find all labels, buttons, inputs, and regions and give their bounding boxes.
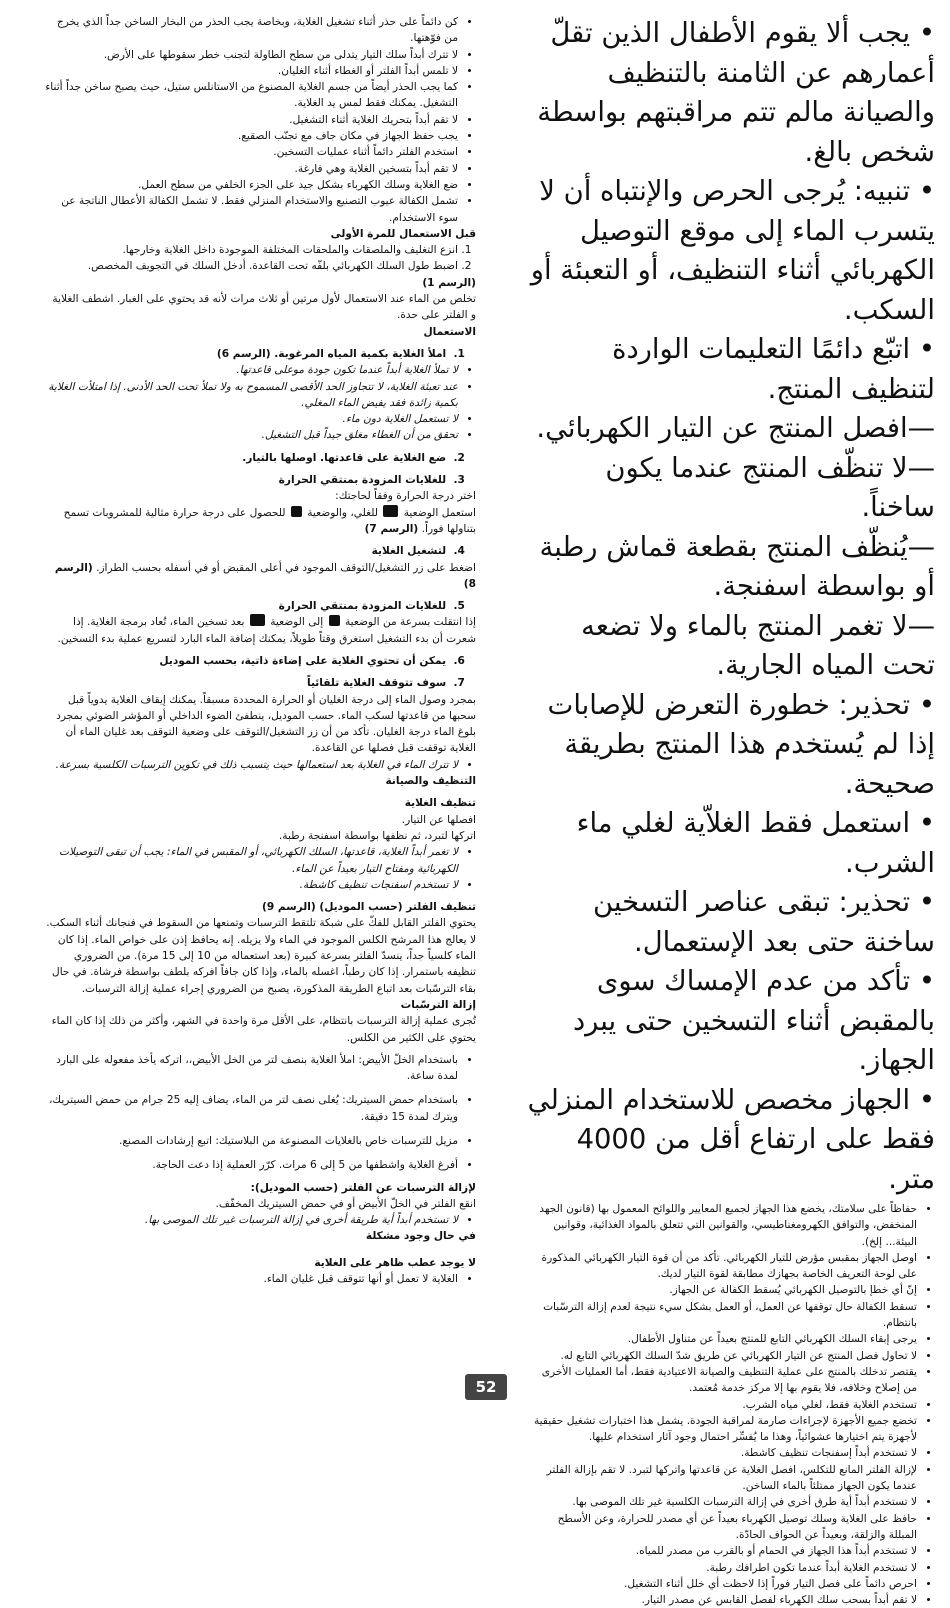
list-item: • استخدم الفلتر دائماً أثناء عمليات التسخين. xyxy=(44,144,458,160)
warning-handle: • تأكد من عدم الإمساك سوى بالمقبض أثناء التسخين حتى يبرد الجهاز. xyxy=(572,966,935,1076)
safety-list-small xyxy=(527,1201,935,1608)
step-3-title: للغلايات المزودة بمنتقي الحرارة xyxy=(278,474,447,487)
warning-household-altitude: • الجهاز مخصص للاستخدام المنزلي فقط على ارتفاع أقل من 4000 متر. xyxy=(527,1084,935,1195)
list-item: • حفاظاً على سلامتك، يخضع هذا الجهاز لجميع المعايير واللوائح المعمول بها (قانون الجهد المنخفض، والتوافق الكهرومغناطيسي، والقوانين التي تتعلق بالمواد الغذائية، وقوانين البيئة... إلخ). xyxy=(527,1201,917,1250)
left-column xyxy=(44,14,476,1287)
clean-line: افصلها عن التيار. xyxy=(401,813,476,826)
list-item: • الغلاية لا تعمل أو أنها تتوقف قبل غليان الماء. xyxy=(44,1271,458,1287)
troubleshooting-heading: في حال وجود مشكلة xyxy=(365,1230,476,1243)
large-warnings xyxy=(527,14,935,1199)
list-item: • لا تلمس أبداً الفلتر أو الغطاء أثناء الغليان. xyxy=(44,63,458,79)
step-unplug: —افصل المنتج عن التيار الكهربائي. xyxy=(536,413,935,444)
list-item: • تخضع جميع الأجهزة لإجراءات صارمة لمراقبة الجودة. يشمل هذا اختبارات تشغيل حقيقية لأجهزة يتم اختيارها عشوائياً، وهذا ما يُفسِّر احتمال وجود آثار استخدام عليها. xyxy=(527,1413,917,1446)
cleaning-heading: التنظيف والصيانة xyxy=(385,775,476,788)
list-item: • لا تترك الماء في الغلاية بعد استعمالها حيث يتسبب ذلك في تكوين الترسبات الكلسية بسرعة. xyxy=(44,757,458,773)
step-3-heading: 3. للغلايات المزودة بمنتقي الحرارة xyxy=(278,474,476,487)
step-2-title: ضع الغلاية على قاعدتها. اوصلها بالتيار. xyxy=(242,451,447,464)
list-item: • كما يجب الحذر أيضاً من جسم الغلاية المصنوع من الاستانلس ستيل، حيث يصبح ساخن جداً أثناء التشغيل. يمكنك فقط لمس يد الغلاية. xyxy=(44,79,458,112)
step-2-heading: 2. ضع الغلاية على قاعدتها. اوصلها بالتيار. xyxy=(242,451,476,464)
safety-list xyxy=(44,14,476,226)
use-heading: الاستعمال xyxy=(423,325,476,338)
step-4-heading: 4. لتشغيل الغلاية xyxy=(371,545,476,558)
list-item: • اوصل الجهاز بمقبس مؤرض للتيار الكهربائي. تأكد من أن قوة التيار الكهربائي المذكورة على لوحة التعريف الخاصة بجهازك مطابقة لقوة التيار لديك. xyxy=(527,1250,917,1283)
step-7-note xyxy=(44,757,476,773)
warning-follow-instructions: • اتبّع دائمًا التعليمات الواردة لتنظيف المنتج. xyxy=(612,334,935,405)
warning-children: • يجب ألا يقوم الأطفال الذين تقلّ أعمارهم عن الثامنة بالتنظيف والصيانة مالم تتم مراقبتهم بواسطة شخص بالغ. xyxy=(537,18,935,168)
warning-drinking-water: • استعمل فقط الغلاّية لغلي ماء الشرب. xyxy=(576,808,935,879)
page-number: 52 xyxy=(465,1374,507,1400)
list-item: • لا تقم أبداً بتسخين الغلاية وهي فارغة. xyxy=(44,161,458,177)
fault-heading: لا يوجد عطب ظاهر على الغلاية xyxy=(314,1256,476,1269)
boil-position-icon xyxy=(250,614,265,626)
list-item: • لا تغمر أبداً الغلاية، قاعدتها، السلك الكهربائي، أو المقبس في الماء: يجب أن تبقى التوصيلات الكهربائية ومفتاح التيار بعيداً عن الماء. xyxy=(44,844,458,877)
step-1-heading: 1. املأ الغلاية بكمية المياه المرغوبة. (الرسم 6) xyxy=(216,347,476,360)
step-6-heading: 6. يمكن أن تحتوي الغلاية على إضاءة ذاتية، بحسب الموديل xyxy=(159,654,476,667)
list-item: • تحقق من أن الغطاء مغلق جيداً قبل التشغيل. xyxy=(44,427,458,443)
list-item: • أفرغ الغلاية واشطفها من 5 إلى 6 مرات. كرّر العملية إذا دعت الحاجة. xyxy=(44,1157,458,1173)
step-7-title: سوف تتوقف الغلاية تلقائياً xyxy=(306,677,447,690)
warning-water-connection: • تنبيه: يُرجى الحرص والإنتباه أن لا يتسرب الماء إلى موقع التوصيل الكهربائي أثناء التنظيف، أو التعبئة أو السكب. xyxy=(530,176,935,326)
list-item: • لإزالة الفلتر المانع للتكلس، افصل الغلاية عن قاعدتها واتركها لتبرد. لا تقم بإزالة الفلتر عندما يكون الجهاز ممتلئاً بالماء الساخن. xyxy=(527,1462,917,1495)
list-item: • لا تقم أبداً بسحب سلك الكهرباء لفصل القابس عن مصدر التيار. xyxy=(527,1592,917,1608)
list-item: • يقتصر تدخلك بالمنتج على عملية التنظيف والصيانة الاعتيادية فقط، أما العمليات الأخرى من إصلاح وخلافه، فلا يقوم بها إلا مركز خدمة مُعتمد. xyxy=(527,1364,917,1397)
warm-position-icon xyxy=(329,615,340,626)
filter-cleaning-heading: تنظيف الفلتر (حسب الموديل) (الرسم 9) xyxy=(262,901,476,914)
filter-cleaning-text: يحتوي الفلتر القابل للفكّ على شبكة تلتقط الترسبات وتمنعها من السقوط في فنجانك أثناء السكب. لا يعالج هذا المرشح الكلس الموجود في الماء ولا يزيله. إنه يحافظ إذن على خواص الماء. إذا كان الماء كلسياً جداً، ينسدّ الفلتر بسرعة كبيرة (بعد استعماله من 10 إلى 15 مرة). من الضروري تنظيفه باستمرار. إذا كان رطباً، اغسله بالماء، وإذا كان جافاً افركه بلطف بواسطة فرشاة. في حال بقاء الترسّبات بعد اتباع الطريقة المذكورة، يصبح من الضروري إجراء عملية إزالة الترسبات. xyxy=(46,917,476,995)
step-3-line-2: استعمل الوضعية للغلي، والوضعية للحصول على درجة حرارة مثالية للمشروبات تسمح بتناولها فوراً. (الرسم 7) xyxy=(63,506,476,535)
warning-injury: • تحذير: خطورة التعرض للإصابات إذا لم يُستخدم هذا المنتج بطريقة صحيحة. xyxy=(547,689,935,800)
list-item: • لا تستخدم أبداً أية طرق أخرى في إزالة الترسبات الكلسية غير تلك الموصى بها. xyxy=(527,1494,917,1510)
step-damp-cloth: —يُنظّف المنتج بقطعة قماش رطبة أو بواسطة اسفنجة. xyxy=(539,531,935,602)
list-item: • لا تستخدم أبداً هذا الجهاز في الحمام أو بالقرب من مصدر للمياه. xyxy=(527,1543,917,1559)
list-item: • لا تملأ الغلاية أبداً عندما تكون جودة موعلى قاعدتها. xyxy=(44,362,458,378)
list-item: • باستخدام حمض السيتريك: يُغلى نصف لتر من الماء، يضاف إليه 25 جرام من حمض السيتريك، ويترك لمدة 15 دقيقة. xyxy=(44,1092,458,1125)
list-item: • لا تستخدم أبداً إسفنجات تنظيف كاشطة. xyxy=(527,1445,917,1461)
list-item: 1. انزع التغليف والملصقات والملحقات المختلفة الموجودة داخل الغلاية وخارجها. xyxy=(44,242,458,258)
list-item: • يجب حفظ الجهاز في مكان جاف مع تجنّب الصقيع. xyxy=(44,128,458,144)
fault-list xyxy=(44,1271,476,1287)
list-item: • يرجى إبقاء السلك الكهربائي التابع للمنتج بعيداً عن متناول الأطفال. xyxy=(527,1331,917,1347)
step-4-text: اضغط على زر التشغيل/التوقف الموجود في أعلى المقبض أو في أسفله بحسب الطراز. (الرسم 8) xyxy=(54,561,476,590)
descale-heading: إزالة الترسّبات xyxy=(400,998,476,1011)
figure-ref: (الرسم 1) xyxy=(422,276,476,289)
list-item: • كن دائماً على حذر أثناء تشغيل الغلاية، وبخاصة يجب الحذر من البخار الساخن جداً الذي يخرج من فوّهتها. xyxy=(44,14,458,47)
clean-list xyxy=(44,844,476,893)
first-use-paragraph: تخلص من الماء عند الاستعمال لأول مرتين أو ثلاث مرات لأنه قد يحتوي على الغبار. اشطف الغلاية و الفلتر على حدة. xyxy=(52,293,476,322)
step-7-text: بمجرد وصول الماء إلى درجة الغليان أو الحرارة المحددة مسبقاً. يمكنك إيقاف الغلاية يدوياً قبل سحبها من قاعدتها لسكب الماء. حسب الموديل، ينطفئ الضوء الداخلي أو المؤشر الضوئي بمجرد بلوغ الماء درجة الغليان. تأكد من أن زر التشغيل/التوقف على وضعية التوقف بعد غليان الماء أن الغلاية توقفت قبل فصلها عن القاعدة. xyxy=(56,693,476,755)
list-item: • تسقط الكفالة حال توقفها عن العمل، أو العمل بشكل سيء نتيجة لعدم إزالة الترسّبات بانتظام. xyxy=(527,1299,917,1332)
list-item: • لا تستخدم اسفنجات تنظيف كاشطة. xyxy=(44,877,458,893)
right-column xyxy=(527,14,935,1608)
list-item: • باستخدام الخلّ الأبيض: املأ الغلاية بنصف لتر من الخل الأبيض،، اتركه يأخذ مفعوله على البارد لمدة ساعة. xyxy=(44,1052,458,1085)
list-item: • لا تترك أبداً سلك التيار يتدلى من سطح الطاولة لتجنب خطر سقوطها على الأرض. xyxy=(44,47,458,63)
step-3-line-1: اختر درجة الحرارة وفقاً لحاجتك: xyxy=(335,490,476,503)
filter-descale-note xyxy=(44,1212,476,1228)
boil-position-icon xyxy=(383,505,398,517)
list-item: • لا تحاول فصل المنتج عن التيار الكهربائي عن طريق شدّ السلك الكهربائي التابع له. xyxy=(527,1348,917,1364)
list-item: • احرص دائماً على فصل التيار فوراً إذا لاحظت أي خلل أثناء التشغيل. xyxy=(527,1576,917,1592)
first-use-heading: قبل الاستعمال للمرة الأولى xyxy=(330,227,476,240)
descale-list xyxy=(44,1052,476,1174)
step-1-title: املأ الغلاية بكمية المياه المرغوبة. (الرسم 6) xyxy=(216,347,447,360)
list-item: • لا تقم أبداً بتحريك الغلاية أثناء التشغيل. xyxy=(44,112,458,128)
warning-heating-elements: • تحذير: تبقى عناصر التسخين ساخنة حتى بعد الإستعمال. xyxy=(593,887,935,958)
descale-text: تُجرى عملية إزالة الترسبات بانتظام، على الأقل مرة واحدة في الشهر، وأكثر من ذلك إذا كان الماء يحتوي على الكثير من الكلس. xyxy=(51,1015,476,1044)
warm-position-icon xyxy=(291,506,302,517)
step-no-immerse: —لا تغمر المنتج بالماء ولا تضعه تحت المياه الجارية. xyxy=(581,610,935,681)
list-item: • تستخدم الغلاية فقط، لغلي مياه الشرب. xyxy=(527,1397,917,1413)
first-use-steps xyxy=(44,242,476,275)
filter-descale-heading: لإزالة الترسبات عن الفلتر (حسب الموديل): xyxy=(250,1181,476,1194)
step-7-heading: 7. سوف تتوقف الغلاية تلقائياً xyxy=(306,677,476,690)
step-6-title: يمكن أن تحتوي الغلاية على إضاءة ذاتية، بحسب الموديل xyxy=(159,654,447,667)
list-item: • تشمل الكفالة عيوب التصنيع والاستخدام المنزلي فقط. لا تشمل الكفالة الأعطال الناتجة عن سوء الاستخدام. xyxy=(44,193,458,226)
list-item: • لا تستعمل الغلاية دون ماء. xyxy=(44,411,458,427)
list-item: • حافظ على الغلاية وسلك توصيل الكهرباء بعيداً عن أي مصدر للحرارة، وعن الأسطح المبللة والزلقة، وبعيداً عن الحواف الحادّة. xyxy=(527,1511,917,1544)
list-item: • إنّ أي خطإ بالتوصيل الكهربائي يُسقط الكفالة عن الجهاز. xyxy=(527,1282,917,1298)
list-item: • لا تستخدم الغلاية أبداً عندما تكون اطرافك رطبة. xyxy=(527,1560,917,1576)
filter-descale-text: انقع الفلتر في الخلّ الأبيض أو في حمض السيتريك المخفّف. xyxy=(215,1197,476,1210)
step-4-title: لتشغيل الغلاية xyxy=(371,545,447,558)
list-item: • مزيل للترسبات خاص بالغلايات المصنوعة من البلاستيك: اتبع إرشادات المصنع. xyxy=(44,1133,458,1149)
clean-line: اتركها لتبرد، ثم نظفها بواسطة اسفنجة رطبة. xyxy=(278,829,476,842)
step-5-heading: 5. للغلايات المزودة بمنتقي الحرارة xyxy=(278,600,476,613)
step-5-text: إذا انتقلت بسرعة من الوضعية إلى الوضعية بعد تسخين الماء، تُعاد برمجة الغلاية. إذا شعرت أن بدء التشغيل استغرق وقتاً طويلاً، يمكنك إضافة الماء البارد لتسريع عملية بدء التسخين. xyxy=(57,616,476,645)
clean-kettle-heading: تنظيف الغلاية xyxy=(404,797,476,810)
list-item: • عند تعبئة الغلاية، لا تتجاوز الحد الأقصى المسموح به ولا تملأ تحت الحد الأدنى. إذا امتلأت الغلاية بكمية زائدة فقد يفيض الماء المغلي. xyxy=(44,379,458,412)
list-item: 2. اضبط طول السلك الكهربائي بلفّه تحت القاعدة. أدخل السلك في التجويف المخصص. xyxy=(44,258,458,274)
step-not-hot: —لا تنظّف المنتج عندما يكون ساخناً. xyxy=(605,452,935,523)
step-1-list xyxy=(44,362,476,443)
list-item: • لا تستخدم أبداً أية طريقة أخرى في إزالة الترسبات غير تلك الموصى بها. xyxy=(44,1212,458,1228)
step-5-title: للغلايات المزودة بمنتقي الحرارة xyxy=(278,600,447,613)
list-item: • ضع الغلاية وسلك الكهرباء بشكل جيد على الجزء الخلفي من سطح العمل. xyxy=(44,177,458,193)
